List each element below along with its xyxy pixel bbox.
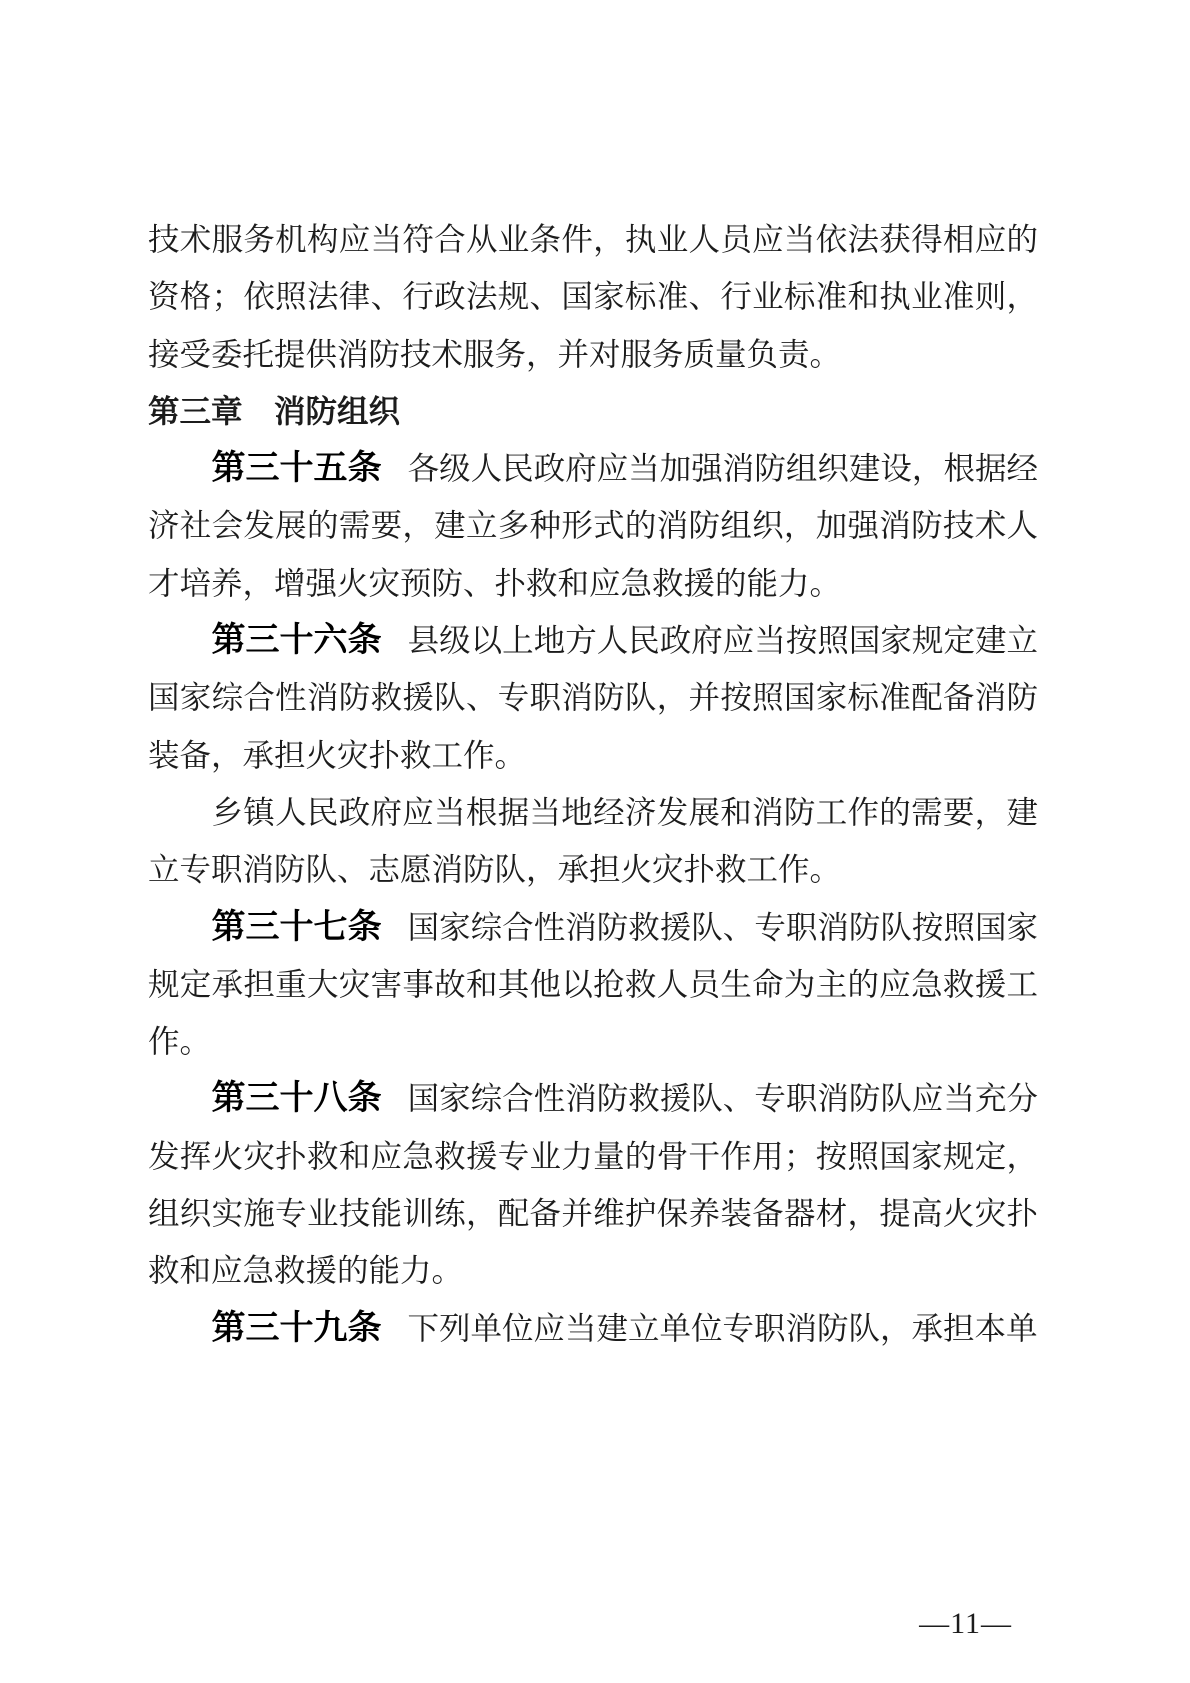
- article-36-paragraph-2: [148, 784, 1038, 899]
- article-36-text: 县级以上地方人民政府应当按照国家规定建立国家综合性消防救援队、专职消防队，并按照国家标准配备消防装备，承担火灾扑救工作。: [148, 623, 1038, 773]
- article-38-number: 第三十八条: [211, 1079, 382, 1118]
- article-37: [148, 899, 1038, 1071]
- chapter-heading: 第三章 消防组织: [148, 392, 401, 429]
- article-38-text: 国家综合性消防救援队、专职消防队应当充分发挥火灾扑救和应急救援专业力量的骨干作用；按照国家规定，组织实施专业技能训练，配备并维护保养装备器材，提高火灾扑救和应急救援的能力。: [148, 1081, 1038, 1289]
- paragraph-continuation: [148, 211, 1038, 383]
- article-35: [148, 440, 1038, 612]
- article-39: [148, 1300, 1038, 1357]
- article-35-text: 各级人民政府应当加强消防组织建设，根据经济社会发展的需要，建立多种形式的消防组织，加强消防技术人才培养，增强火灾预防、扑救和应急救援的能力。: [148, 451, 1038, 601]
- article-39-number: 第三十九条: [211, 1308, 382, 1347]
- page-number: —11—: [919, 1607, 1012, 1640]
- article-36-number: 第三十六条: [211, 621, 382, 660]
- article-39-text: 下列单位应当建立单位专职消防队，承担本单: [407, 1310, 1038, 1346]
- paragraph-continuation-text: 技术服务机构应当符合从业条件，执业人员应当依法获得相应的资格；依照法律、行政法规、国家标准、行业标准和执业准则，接受委托提供消防技术服务，并对服务质量负责。: [148, 222, 1038, 372]
- article-37-text: 国家综合性消防救援队、专职消防队按照国家规定承担重大灾害事故和其他以抢救人员生命为主的应急救援工作。: [148, 909, 1038, 1060]
- document-body: [148, 211, 1038, 1357]
- article-36: [148, 612, 1038, 784]
- article-35-number: 第三十五条: [211, 449, 382, 488]
- article-38: [148, 1070, 1038, 1299]
- article-36-paragraph-2-text: 乡镇人民政府应当根据当地经济发展和消防工作的需要，建立专职消防队、志愿消防队，承担火灾扑救工作。: [148, 794, 1038, 888]
- article-37-number: 第三十七条: [211, 907, 382, 946]
